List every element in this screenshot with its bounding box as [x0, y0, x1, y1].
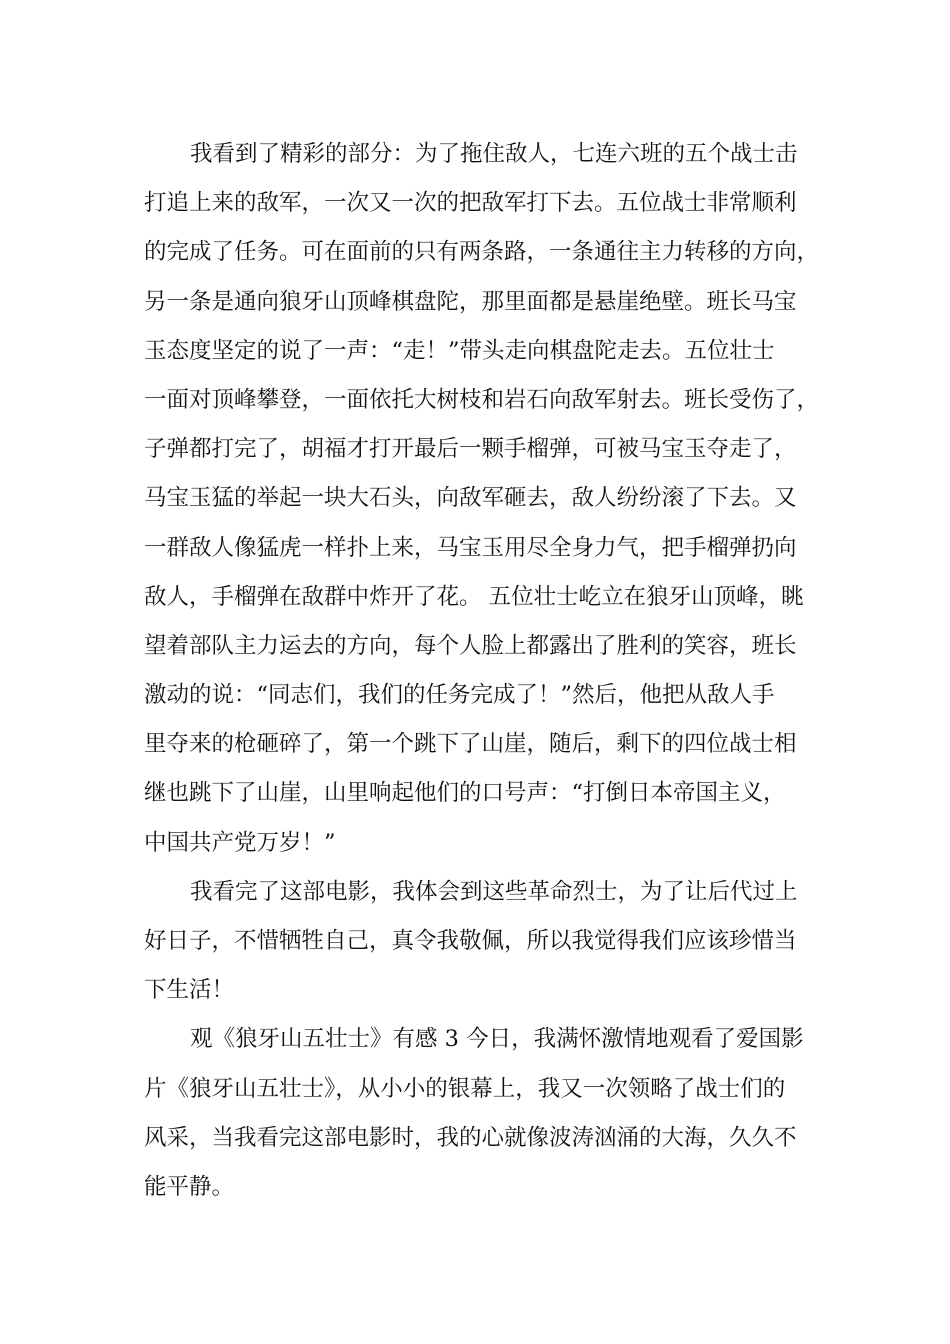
paragraph-battle [144, 130, 824, 868]
text-line: 敌人，手榴弹在敌群中炸开了花。 五位壮士屹立在狼牙山顶峰，眺 [144, 583, 804, 610]
text-line: 能平静。 [144, 1173, 235, 1200]
text-line: 激动的说：“同志们，我们的任务完成了！”然后，他把从敌人手 [144, 682, 775, 709]
text-line: 马宝玉猛的举起一块大石头，向敌军砸去，敌人纷纷滚了下去。又 [144, 485, 797, 512]
text-line: 里夺来的枪砸碎了，第一个跳下了山崖，随后，剩下的四位战士相 [144, 731, 797, 758]
text-line: 中国共产党万岁！” [144, 829, 336, 856]
text-line: 玉态度坚定的说了一声：“走！”带头走向棋盘陀走去。五位壮士 [144, 337, 775, 364]
text-line: 的完成了任务。可在面前的只有两条路，一条通往主力转移的方向， [144, 239, 820, 266]
text-line: 我看到了精彩的部分：为了拖住敌人，七连六班的五个战士击 [190, 141, 798, 167]
text-line: 片《狼牙山五壮士》，从小小的银幕上，我又一次领略了战士们的 [144, 1075, 786, 1102]
text-line: 望着部队主力运去的方向，每个人脸上都露出了胜利的笑容，班长 [144, 632, 797, 659]
text-line: 打追上来的敌军，一次又一次的把敌军打下去。五位战士非常顺利 [144, 190, 797, 217]
text-line: 观《狼牙山五壮士》有感 3 今日，我满怀激情地观看了爱国影 [190, 1026, 804, 1053]
text-line: 另一条是通向狼牙山顶峰棋盘陀，那里面都是悬崖绝壁。班长马宝 [144, 288, 797, 315]
document-body [144, 130, 824, 1212]
text-line: 下生活！ [144, 977, 235, 1004]
text-line: 子弹都打完了，胡福才打开最后一颗手榴弹，可被马宝玉夺走了， [144, 436, 797, 463]
text-line: 一面对顶峰攀登，一面依托大树枝和岩石向敌军射去。班长受伤了， [144, 386, 820, 413]
text-line: 一群敌人像猛虎一样扑上来，马宝玉用尽全身力气，把手榴弹扔向 [144, 534, 797, 561]
text-line: 继也跳下了山崖，山里响起他们的口号声：“打倒日本帝国主义， [144, 780, 786, 807]
text-line: 我看完了这部电影，我体会到这些革命烈士，为了让后代过上 [190, 878, 798, 905]
text-line: 好日子，不惜牺牲自己，真令我敬佩，所以我觉得我们应该珍惜当 [144, 928, 797, 954]
paragraph-essay-3 [144, 1015, 824, 1212]
paragraph-reflection [144, 868, 824, 1016]
text-line: 风采，当我看完这部电影时，我的心就像波涛汹涌的大海，久久不 [144, 1124, 797, 1151]
